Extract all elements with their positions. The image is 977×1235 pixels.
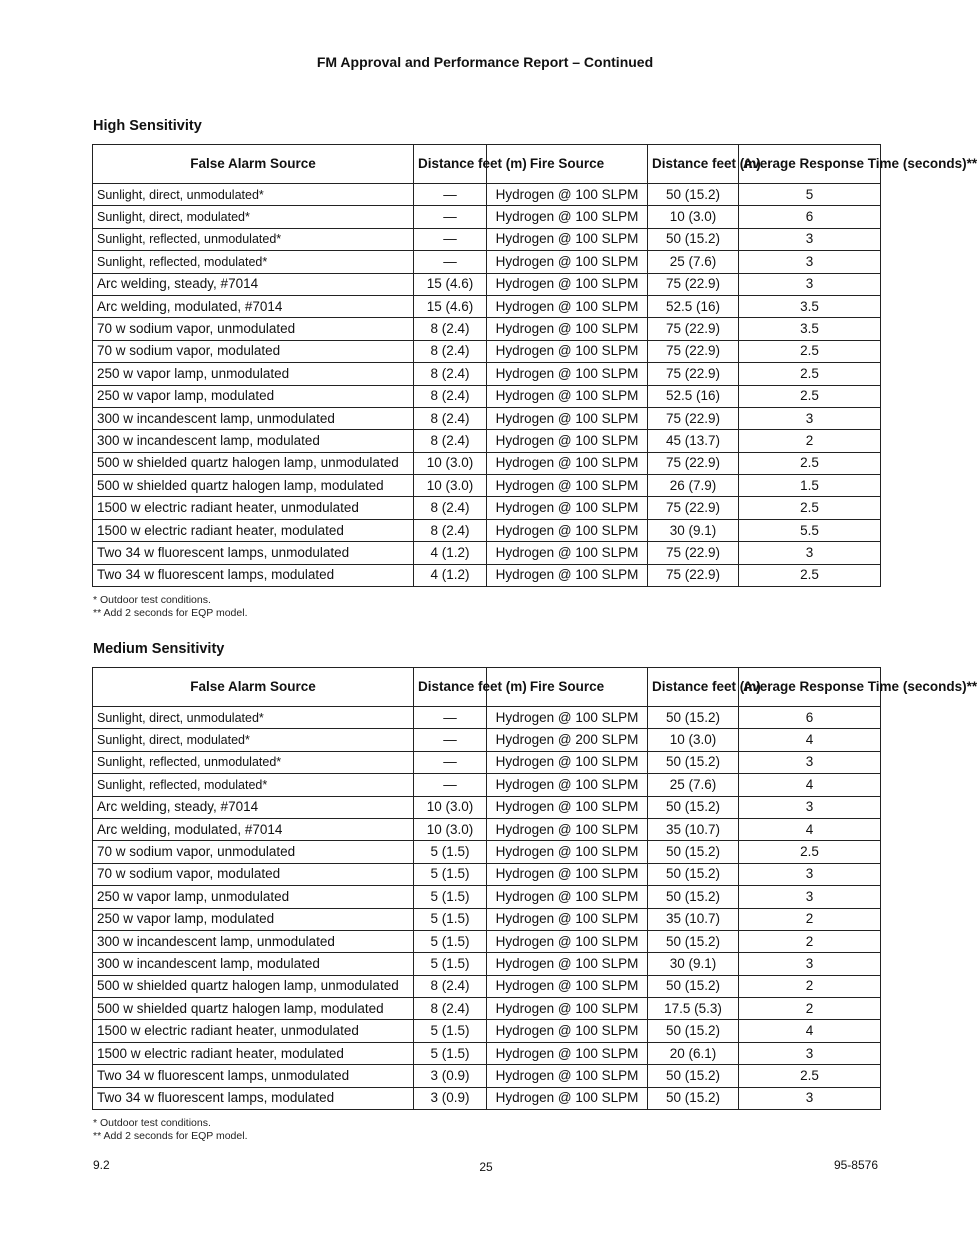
false-alarm-distance-cell: 15 (4.6) <box>414 273 487 295</box>
table-row <box>93 564 881 586</box>
table-row <box>93 407 881 429</box>
page-title: FM Approval and Performance Report – Continued <box>316 54 654 70</box>
fire-distance-cell: 10 (3.0) <box>648 729 739 751</box>
false-alarm-source-cell: Arc welding, steady, #7014 <box>93 796 414 818</box>
table-row <box>93 751 881 773</box>
false-alarm-source-cell: 1500 w electric radiant heater, modulated <box>93 519 414 541</box>
fire-distance-cell: 30 (9.1) <box>648 519 739 541</box>
false-alarm-distance-cell: 10 (3.0) <box>414 818 487 840</box>
fire-distance-cell: 75 (22.9) <box>648 452 739 474</box>
false-alarm-distance-cell: 8 (2.4) <box>414 340 487 362</box>
fire-source-cell: Hydrogen @ 100 SLPM <box>487 318 648 340</box>
false-alarm-source-cell: 70 w sodium vapor, unmodulated <box>93 841 414 863</box>
fire-distance-cell: 50 (15.2) <box>648 886 739 908</box>
fire-source-cell: Hydrogen @ 100 SLPM <box>487 975 648 997</box>
fire-source-cell: Hydrogen @ 100 SLPM <box>487 251 648 273</box>
column-header-fire-distance: Distance feet (m) <box>648 145 739 184</box>
response-time-cell: 2 <box>739 430 881 452</box>
table-row <box>93 385 881 407</box>
table-row <box>93 430 881 452</box>
false-alarm-distance-cell: 10 (3.0) <box>414 475 487 497</box>
false-alarm-distance-cell: — <box>414 251 487 273</box>
false-alarm-distance-cell: — <box>414 184 487 206</box>
fire-source-cell: Hydrogen @ 100 SLPM <box>487 953 648 975</box>
table-row <box>93 497 881 519</box>
false-alarm-source-cell: Arc welding, steady, #7014 <box>93 273 414 295</box>
footnotes-medium <box>93 1117 247 1143</box>
table-row <box>93 1087 881 1109</box>
response-time-cell: 2.5 <box>739 564 881 586</box>
response-time-cell: 2.5 <box>739 385 881 407</box>
false-alarm-source-cell: 250 w vapor lamp, modulated <box>93 385 414 407</box>
false-alarm-distance-cell: 8 (2.4) <box>414 430 487 452</box>
false-alarm-distance-cell: — <box>414 774 487 796</box>
fire-distance-cell: 30 (9.1) <box>648 953 739 975</box>
response-time-cell: 6 <box>739 707 881 729</box>
column-header-false-alarm-distance: Distance feet (m) <box>414 668 487 707</box>
fire-source-cell: Hydrogen @ 100 SLPM <box>487 796 648 818</box>
fire-source-cell: Hydrogen @ 100 SLPM <box>487 519 648 541</box>
fire-source-cell: Hydrogen @ 100 SLPM <box>487 818 648 840</box>
response-time-cell: 3 <box>739 863 881 885</box>
fire-source-cell: Hydrogen @ 100 SLPM <box>487 385 648 407</box>
fire-distance-cell: 35 (10.7) <box>648 818 739 840</box>
response-time-cell: 3 <box>739 273 881 295</box>
fire-distance-cell: 25 (7.6) <box>648 251 739 273</box>
medium-sensitivity-table <box>92 667 977 1110</box>
fire-distance-cell: 50 (15.2) <box>648 751 739 773</box>
false-alarm-distance-cell: — <box>414 707 487 729</box>
false-alarm-distance-cell: — <box>414 729 487 751</box>
response-time-cell: 5.5 <box>739 519 881 541</box>
table-row <box>93 707 881 729</box>
false-alarm-source-cell: Sunlight, reflected, modulated* <box>93 774 414 796</box>
false-alarm-source-cell: Two 34 w fluorescent lamps, unmodulated <box>93 1065 414 1087</box>
table-row <box>93 206 881 228</box>
response-time-cell: 3 <box>739 953 881 975</box>
false-alarm-distance-cell: 5 (1.5) <box>414 863 487 885</box>
section-heading-medium-sensitivity: Medium Sensitivity <box>93 641 225 657</box>
fire-distance-cell: 50 (15.2) <box>648 863 739 885</box>
false-alarm-source-cell: Sunlight, direct, modulated* <box>93 729 414 751</box>
response-time-cell: 2 <box>739 975 881 997</box>
fire-distance-cell: 75 (22.9) <box>648 407 739 429</box>
table-row <box>93 1020 881 1042</box>
false-alarm-distance-cell: 5 (1.5) <box>414 908 487 930</box>
false-alarm-source-cell: 250 w vapor lamp, modulated <box>93 908 414 930</box>
response-time-cell: 3 <box>739 751 881 773</box>
response-time-cell: 3 <box>739 796 881 818</box>
response-time-cell: 6 <box>739 206 881 228</box>
false-alarm-source-cell: 300 w incandescent lamp, unmodulated <box>93 930 414 952</box>
fire-source-cell: Hydrogen @ 100 SLPM <box>487 998 648 1020</box>
fire-source-cell: Hydrogen @ 100 SLPM <box>487 475 648 497</box>
table-header-row <box>93 145 881 184</box>
fire-source-cell: Hydrogen @ 100 SLPM <box>487 707 648 729</box>
response-time-cell: 3 <box>739 228 881 250</box>
fire-distance-cell: 75 (22.9) <box>648 340 739 362</box>
footnote-outdoor: * Outdoor test conditions. <box>93 1117 211 1129</box>
table-row <box>93 863 881 885</box>
fire-source-cell: Hydrogen @ 100 SLPM <box>487 564 648 586</box>
fire-distance-cell: 50 (15.2) <box>648 707 739 729</box>
section-heading-high-sensitivity: High Sensitivity <box>93 118 202 134</box>
false-alarm-source-cell: 70 w sodium vapor, modulated <box>93 863 414 885</box>
column-header-false-alarm-source: False Alarm Source <box>93 668 414 707</box>
fire-distance-cell: 50 (15.2) <box>648 1087 739 1109</box>
table-row <box>93 841 881 863</box>
fire-source-cell: Hydrogen @ 100 SLPM <box>487 774 648 796</box>
fire-distance-cell: 45 (13.7) <box>648 430 739 452</box>
false-alarm-distance-cell: 10 (3.0) <box>414 796 487 818</box>
fire-source-cell: Hydrogen @ 100 SLPM <box>487 228 648 250</box>
fire-distance-cell: 52.5 (16) <box>648 295 739 317</box>
false-alarm-distance-cell: 3 (0.9) <box>414 1065 487 1087</box>
false-alarm-distance-cell: — <box>414 228 487 250</box>
table-row <box>93 774 881 796</box>
false-alarm-source-cell: 1500 w electric radiant heater, unmodulated <box>93 497 414 519</box>
table-row <box>93 818 881 840</box>
table-row <box>93 1065 881 1087</box>
table-row <box>93 975 881 997</box>
false-alarm-distance-cell: 8 (2.4) <box>414 363 487 385</box>
fire-source-cell: Hydrogen @ 100 SLPM <box>487 497 648 519</box>
footer-page-number: 25 <box>479 1160 493 1174</box>
false-alarm-source-cell: Sunlight, direct, modulated* <box>93 206 414 228</box>
footnote-eqp: ** Add 2 seconds for EQP model. <box>93 607 248 619</box>
false-alarm-source-cell: 500 w shielded quartz halogen lamp, modulated <box>93 998 414 1020</box>
false-alarm-distance-cell: — <box>414 206 487 228</box>
false-alarm-source-cell: Two 34 w fluorescent lamps, modulated <box>93 564 414 586</box>
false-alarm-source-cell: Two 34 w fluorescent lamps, modulated <box>93 1087 414 1109</box>
footnote-outdoor: * Outdoor test conditions. <box>93 594 211 606</box>
response-time-cell: 2 <box>739 998 881 1020</box>
table-row <box>93 953 881 975</box>
fire-distance-cell: 50 (15.2) <box>648 1020 739 1042</box>
fire-distance-cell: 52.5 (16) <box>648 385 739 407</box>
fire-source-cell: Hydrogen @ 100 SLPM <box>487 1065 648 1087</box>
column-header-average-response-time: Average Response Time (seconds)** <box>739 668 881 707</box>
fire-source-cell: Hydrogen @ 200 SLPM <box>487 729 648 751</box>
column-header-fire-source: Fire Source <box>487 145 648 184</box>
fire-distance-cell: 20 (6.1) <box>648 1042 739 1064</box>
false-alarm-source-cell: Arc welding, modulated, #7014 <box>93 818 414 840</box>
false-alarm-distance-cell: 8 (2.4) <box>414 385 487 407</box>
false-alarm-source-cell: 250 w vapor lamp, unmodulated <box>93 886 414 908</box>
false-alarm-distance-cell: 15 (4.6) <box>414 295 487 317</box>
fire-source-cell: Hydrogen @ 100 SLPM <box>487 751 648 773</box>
response-time-cell: 5 <box>739 184 881 206</box>
table-row <box>93 452 881 474</box>
fire-distance-cell: 50 (15.2) <box>648 1065 739 1087</box>
response-time-cell: 2 <box>739 930 881 952</box>
response-time-cell: 2.5 <box>739 452 881 474</box>
false-alarm-distance-cell: 10 (3.0) <box>414 452 487 474</box>
response-time-cell: 2.5 <box>739 841 881 863</box>
response-time-cell: 3 <box>739 1042 881 1064</box>
false-alarm-source-cell: Sunlight, reflected, modulated* <box>93 251 414 273</box>
column-header-fire-source: Fire Source <box>487 668 648 707</box>
column-header-average-response-time: Average Response Time (seconds)** <box>739 145 881 184</box>
false-alarm-distance-cell: 5 (1.5) <box>414 930 487 952</box>
table-header-row <box>93 668 881 707</box>
false-alarm-source-cell: 1500 w electric radiant heater, unmodulated <box>93 1020 414 1042</box>
false-alarm-source-cell: Sunlight, reflected, unmodulated* <box>93 228 414 250</box>
fire-distance-cell: 50 (15.2) <box>648 841 739 863</box>
false-alarm-distance-cell: 8 (2.4) <box>414 519 487 541</box>
table-row <box>93 796 881 818</box>
false-alarm-source-cell: 500 w shielded quartz halogen lamp, unmodulated <box>93 452 414 474</box>
response-time-cell: 2.5 <box>739 1065 881 1087</box>
response-time-cell: 3 <box>739 542 881 564</box>
fire-source-cell: Hydrogen @ 100 SLPM <box>487 206 648 228</box>
fire-distance-cell: 75 (22.9) <box>648 318 739 340</box>
fire-source-cell: Hydrogen @ 100 SLPM <box>487 430 648 452</box>
false-alarm-distance-cell: 5 (1.5) <box>414 886 487 908</box>
response-time-cell: 3 <box>739 886 881 908</box>
fire-source-cell: Hydrogen @ 100 SLPM <box>487 363 648 385</box>
fire-distance-cell: 17.5 (5.3) <box>648 998 739 1020</box>
false-alarm-source-cell: 300 w incandescent lamp, unmodulated <box>93 407 414 429</box>
table-row <box>93 475 881 497</box>
fire-source-cell: Hydrogen @ 100 SLPM <box>487 1020 648 1042</box>
fire-source-cell: Hydrogen @ 100 SLPM <box>487 407 648 429</box>
response-time-cell: 4 <box>739 818 881 840</box>
footer-revision: 9.2 <box>93 1158 110 1172</box>
false-alarm-distance-cell: 5 (1.5) <box>414 1042 487 1064</box>
false-alarm-distance-cell: 4 (1.2) <box>414 542 487 564</box>
response-time-cell: 3.5 <box>739 295 881 317</box>
column-header-false-alarm-source: False Alarm Source <box>93 145 414 184</box>
table-row <box>93 273 881 295</box>
fire-source-cell: Hydrogen @ 100 SLPM <box>487 340 648 362</box>
false-alarm-source-cell: 1500 w electric radiant heater, modulated <box>93 1042 414 1064</box>
fire-distance-cell: 50 (15.2) <box>648 930 739 952</box>
false-alarm-distance-cell: 3 (0.9) <box>414 1087 487 1109</box>
fire-source-cell: Hydrogen @ 100 SLPM <box>487 1087 648 1109</box>
column-header-fire-distance: Distance feet (m) <box>648 668 739 707</box>
fire-source-cell: Hydrogen @ 100 SLPM <box>487 452 648 474</box>
fire-distance-cell: 25 (7.6) <box>648 774 739 796</box>
fire-distance-cell: 50 (15.2) <box>648 975 739 997</box>
false-alarm-source-cell: 250 w vapor lamp, unmodulated <box>93 363 414 385</box>
response-time-cell: 2.5 <box>739 363 881 385</box>
column-header-false-alarm-distance: Distance feet (m) <box>414 145 487 184</box>
table-row <box>93 519 881 541</box>
response-time-cell: 3 <box>739 1087 881 1109</box>
fire-distance-cell: 26 (7.9) <box>648 475 739 497</box>
table-row <box>93 318 881 340</box>
fire-distance-cell: 75 (22.9) <box>648 363 739 385</box>
table-row <box>93 729 881 751</box>
table-row <box>93 930 881 952</box>
fire-source-cell: Hydrogen @ 100 SLPM <box>487 184 648 206</box>
false-alarm-distance-cell: 8 (2.4) <box>414 975 487 997</box>
fire-source-cell: Hydrogen @ 100 SLPM <box>487 273 648 295</box>
false-alarm-source-cell: Sunlight, direct, unmodulated* <box>93 184 414 206</box>
fire-distance-cell: 50 (15.2) <box>648 796 739 818</box>
response-time-cell: 4 <box>739 774 881 796</box>
fire-source-cell: Hydrogen @ 100 SLPM <box>487 886 648 908</box>
high-sensitivity-table <box>92 144 977 587</box>
false-alarm-distance-cell: 8 (2.4) <box>414 998 487 1020</box>
response-time-cell: 2 <box>739 908 881 930</box>
false-alarm-distance-cell: 4 (1.2) <box>414 564 487 586</box>
fire-distance-cell: 75 (22.9) <box>648 497 739 519</box>
table-row <box>93 886 881 908</box>
false-alarm-distance-cell: 8 (2.4) <box>414 318 487 340</box>
false-alarm-source-cell: Sunlight, reflected, unmodulated* <box>93 751 414 773</box>
footnote-eqp: ** Add 2 seconds for EQP model. <box>93 1130 248 1142</box>
false-alarm-distance-cell: 8 (2.4) <box>414 407 487 429</box>
response-time-cell: 3 <box>739 251 881 273</box>
fire-source-cell: Hydrogen @ 100 SLPM <box>487 930 648 952</box>
false-alarm-source-cell: 300 w incandescent lamp, modulated <box>93 953 414 975</box>
table-row <box>93 1042 881 1064</box>
false-alarm-distance-cell: 5 (1.5) <box>414 953 487 975</box>
footnotes-high <box>93 594 247 620</box>
false-alarm-source-cell: Two 34 w fluorescent lamps, unmodulated <box>93 542 414 564</box>
fire-source-cell: Hydrogen @ 100 SLPM <box>487 841 648 863</box>
false-alarm-source-cell: 300 w incandescent lamp, modulated <box>93 430 414 452</box>
response-time-cell: 3.5 <box>739 318 881 340</box>
response-time-cell: 4 <box>739 1020 881 1042</box>
false-alarm-distance-cell: 5 (1.5) <box>414 841 487 863</box>
table-row <box>93 340 881 362</box>
table-row <box>93 363 881 385</box>
footer-document-number: 95-8576 <box>833 1158 878 1172</box>
table-row <box>93 998 881 1020</box>
table-row <box>93 184 881 206</box>
fire-distance-cell: 50 (15.2) <box>648 228 739 250</box>
table-row <box>93 542 881 564</box>
fire-distance-cell: 75 (22.9) <box>648 542 739 564</box>
table-row <box>93 295 881 317</box>
table-row <box>93 228 881 250</box>
false-alarm-source-cell: 500 w shielded quartz halogen lamp, modulated <box>93 475 414 497</box>
fire-distance-cell: 75 (22.9) <box>648 564 739 586</box>
false-alarm-distance-cell: 5 (1.5) <box>414 1020 487 1042</box>
false-alarm-source-cell: 500 w shielded quartz halogen lamp, unmodulated <box>93 975 414 997</box>
false-alarm-source-cell: Arc welding, modulated, #7014 <box>93 295 414 317</box>
response-time-cell: 2.5 <box>739 497 881 519</box>
fire-source-cell: Hydrogen @ 100 SLPM <box>487 1042 648 1064</box>
response-time-cell: 3 <box>739 407 881 429</box>
table-row <box>93 251 881 273</box>
response-time-cell: 2.5 <box>739 340 881 362</box>
false-alarm-source-cell: 70 w sodium vapor, modulated <box>93 340 414 362</box>
fire-source-cell: Hydrogen @ 100 SLPM <box>487 542 648 564</box>
fire-source-cell: Hydrogen @ 100 SLPM <box>487 863 648 885</box>
false-alarm-distance-cell: — <box>414 751 487 773</box>
table-row <box>93 908 881 930</box>
fire-distance-cell: 10 (3.0) <box>648 206 739 228</box>
response-time-cell: 1.5 <box>739 475 881 497</box>
fire-distance-cell: 35 (10.7) <box>648 908 739 930</box>
response-time-cell: 4 <box>739 729 881 751</box>
fire-distance-cell: 75 (22.9) <box>648 273 739 295</box>
fire-distance-cell: 50 (15.2) <box>648 184 739 206</box>
false-alarm-distance-cell: 8 (2.4) <box>414 497 487 519</box>
false-alarm-source-cell: 70 w sodium vapor, unmodulated <box>93 318 414 340</box>
fire-source-cell: Hydrogen @ 100 SLPM <box>487 295 648 317</box>
false-alarm-source-cell: Sunlight, direct, unmodulated* <box>93 707 414 729</box>
fire-source-cell: Hydrogen @ 100 SLPM <box>487 908 648 930</box>
